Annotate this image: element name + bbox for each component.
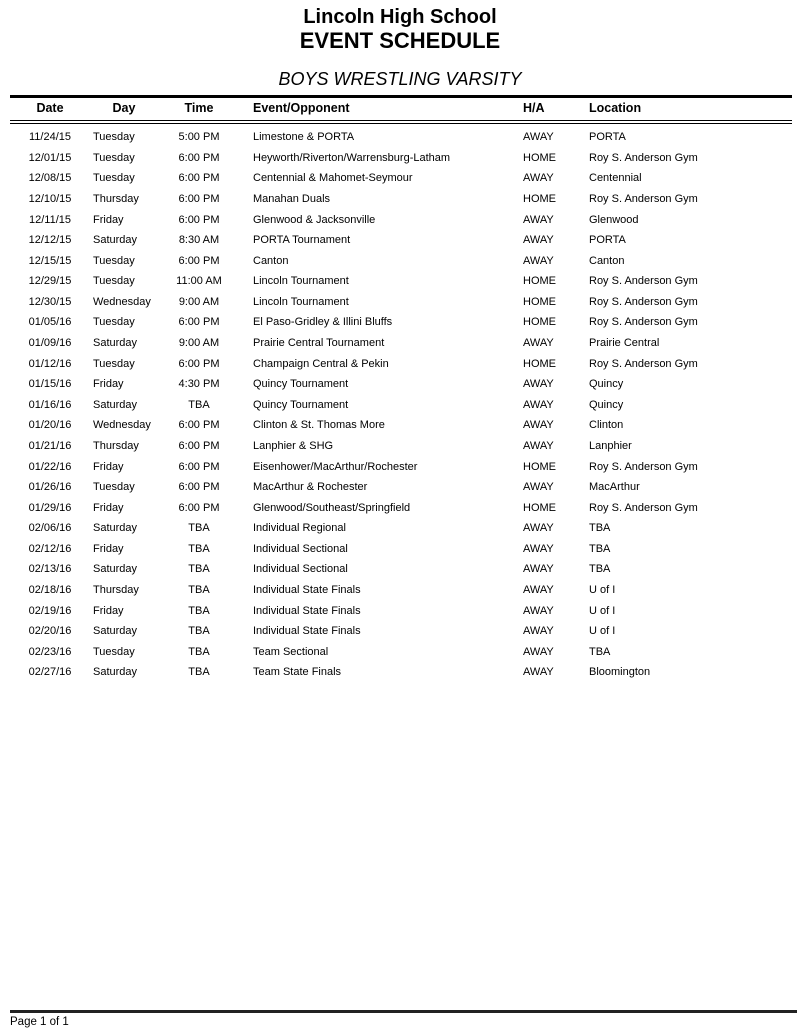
cell-location: PORTA <box>589 234 626 247</box>
table-row <box>10 559 792 580</box>
cell-date: 01/09/16 <box>28 337 72 350</box>
cell-location: Bloomington <box>589 666 651 679</box>
cell-event: Manahan Duals <box>253 193 331 206</box>
cell-ha: AWAY <box>523 254 554 267</box>
cell-time: 9:00 AM <box>178 295 220 308</box>
cell-event: El Paso-Gridley & Illini Bluffs <box>253 316 393 329</box>
cell-date: 01/16/16 <box>28 398 72 411</box>
cell-event: Clinton & St. Thomas More <box>253 419 385 432</box>
table-row <box>10 250 792 271</box>
cell-event: Canton <box>253 254 289 267</box>
cell-date: 01/12/16 <box>28 357 72 370</box>
cell-ha: AWAY <box>523 234 554 247</box>
cell-time: 6:00 PM <box>178 481 220 494</box>
cell-ha: AWAY <box>523 563 554 576</box>
cell-ha: HOME <box>523 460 556 473</box>
table-row <box>10 477 792 498</box>
cell-event: Eisenhower/MacArthur/Rochester <box>253 460 418 473</box>
cell-location: Roy S. Anderson Gym <box>589 460 698 473</box>
cell-day: Tuesday <box>93 275 135 288</box>
cell-ha: AWAY <box>523 172 554 185</box>
table-row <box>10 168 792 189</box>
cell-ha: AWAY <box>523 213 554 226</box>
cell-ha: HOME <box>523 193 556 206</box>
cell-time: 6:00 PM <box>178 460 220 473</box>
cell-date: 12/10/15 <box>28 193 72 206</box>
table-row <box>10 333 792 354</box>
table-row <box>10 122 792 148</box>
cell-date: 12/29/15 <box>28 275 72 288</box>
cell-day: Tuesday <box>93 131 135 144</box>
footer-rule <box>10 1010 797 1013</box>
cell-ha: AWAY <box>523 666 554 679</box>
cell-ha: AWAY <box>523 522 554 535</box>
cell-event: Heyworth/Riverton/Warrensburg-Latham <box>253 151 451 164</box>
cell-ha: AWAY <box>523 481 554 494</box>
cell-date: 12/08/15 <box>28 172 72 185</box>
cell-day: Friday <box>93 501 124 514</box>
cell-time: 4:30 PM <box>178 378 220 391</box>
cell-date: 01/05/16 <box>28 316 72 329</box>
cell-location: U of I <box>589 625 616 638</box>
cell-time: 9:00 AM <box>178 337 220 350</box>
cell-event: MacArthur & Rochester <box>253 481 368 494</box>
table-row <box>10 580 792 601</box>
cell-event: Team Sectional <box>253 645 329 658</box>
cell-date: 12/30/15 <box>28 295 72 308</box>
cell-date: 12/15/15 <box>28 254 72 267</box>
cell-date: 02/19/16 <box>28 604 72 617</box>
cell-time: TBA <box>188 522 210 535</box>
cell-day: Tuesday <box>93 151 135 164</box>
cell-event: Glenwood/Southeast/Springfield <box>253 501 411 514</box>
cell-date: 01/15/16 <box>28 378 72 391</box>
cell-ha: HOME <box>523 151 556 164</box>
cell-ha: AWAY <box>523 645 554 658</box>
cell-time: 6:00 PM <box>178 151 220 164</box>
table-row <box>10 456 792 477</box>
cell-location: Centennial <box>589 172 642 185</box>
cell-location: Roy S. Anderson Gym <box>589 501 698 514</box>
cell-event: Individual State Finals <box>253 625 361 638</box>
table-row <box>10 641 792 662</box>
cell-location: Glenwood <box>589 213 639 226</box>
cell-ha: HOME <box>523 316 556 329</box>
cell-location: Roy S. Anderson Gym <box>589 295 698 308</box>
cell-ha: AWAY <box>523 439 554 452</box>
cell-time: TBA <box>188 645 210 658</box>
cell-ha: AWAY <box>523 398 554 411</box>
cell-event: Individual Sectional <box>253 542 348 555</box>
table-row <box>10 436 792 457</box>
cell-location: Lanphier <box>589 439 632 452</box>
cell-day: Wednesday <box>93 419 151 432</box>
cell-date: 02/12/16 <box>28 542 72 555</box>
cell-time: TBA <box>188 604 210 617</box>
cell-date: 02/18/16 <box>28 584 72 596</box>
cell-location: Quincy <box>589 378 624 391</box>
cell-date: 01/29/16 <box>28 501 72 514</box>
cell-ha: AWAY <box>523 131 554 144</box>
cell-location: U of I <box>589 584 616 596</box>
cell-day: Friday <box>93 542 124 555</box>
table-row <box>10 374 792 395</box>
cell-time: 6:00 PM <box>178 213 220 226</box>
school-name: Lincoln High School <box>303 6 497 28</box>
table-row <box>10 271 792 292</box>
cell-day: Tuesday <box>93 172 135 185</box>
table-row <box>10 353 792 374</box>
cell-location: Roy S. Anderson Gym <box>589 193 698 206</box>
cell-location: Canton <box>589 254 625 267</box>
cell-time: 6:00 PM <box>178 254 220 267</box>
cell-location: TBA <box>589 522 611 535</box>
cell-date: 12/11/15 <box>28 213 71 226</box>
cell-location: Roy S. Anderson Gym <box>589 357 698 370</box>
cell-day: Saturday <box>93 563 138 576</box>
cell-event: Lincoln Tournament <box>253 295 349 308</box>
cell-location: TBA <box>589 645 611 658</box>
cell-event: PORTA Tournament <box>253 234 351 247</box>
column-header-day: Day <box>90 97 158 123</box>
cell-location: Roy S. Anderson Gym <box>589 151 698 164</box>
cell-location: Clinton <box>589 419 624 432</box>
cell-day: Tuesday <box>93 481 135 494</box>
cell-ha: AWAY <box>523 378 554 391</box>
cell-event: Lincoln Tournament <box>253 275 349 288</box>
table-row <box>10 415 792 436</box>
table-row <box>10 312 792 333</box>
cell-ha: AWAY <box>523 584 554 596</box>
column-header-location: Location <box>575 97 792 123</box>
cell-ha: HOME <box>523 295 556 308</box>
cell-location: PORTA <box>589 131 626 144</box>
table-row <box>10 662 792 683</box>
table-row <box>10 600 792 621</box>
cell-event: Individual Regional <box>253 522 346 535</box>
cell-day: Saturday <box>93 666 138 679</box>
cell-ha: HOME <box>523 501 556 514</box>
cell-event: Individual State Finals <box>253 604 361 617</box>
table-row <box>10 497 792 518</box>
cell-time: 6:00 PM <box>178 316 220 329</box>
cell-day: Thursday <box>93 193 139 206</box>
cell-date: 02/27/16 <box>28 666 72 679</box>
cell-event: Lanphier & SHG <box>253 439 334 452</box>
cell-ha: HOME <box>523 275 556 288</box>
cell-day: Friday <box>93 604 124 617</box>
cell-date: 01/22/16 <box>28 460 72 473</box>
cell-ha: AWAY <box>523 604 554 617</box>
cell-event: Quincy Tournament <box>253 398 349 411</box>
cell-location: Prairie Central <box>589 337 660 350</box>
cell-location: TBA <box>589 542 611 555</box>
cell-time: 6:00 PM <box>178 419 220 432</box>
cell-time: 6:00 PM <box>178 357 220 370</box>
cell-time: TBA <box>188 584 210 596</box>
column-header-date: Date <box>10 97 90 123</box>
cell-location: Roy S. Anderson Gym <box>589 275 698 288</box>
document-header <box>0 6 800 90</box>
table-row <box>10 189 792 210</box>
cell-day: Wednesday <box>93 295 151 308</box>
cell-time: TBA <box>188 398 210 411</box>
cell-event: Individual State Finals <box>253 584 361 596</box>
cell-time: TBA <box>188 625 210 638</box>
team-subtitle: BOYS WRESTLING VARSITY <box>278 69 522 90</box>
cell-day: Saturday <box>93 234 138 247</box>
cell-time: 11:00 AM <box>176 275 222 288</box>
table-row <box>10 148 792 169</box>
cell-day: Saturday <box>93 398 138 411</box>
cell-date: 11/24/15 <box>28 131 71 144</box>
table-row <box>10 621 792 642</box>
cell-ha: HOME <box>523 357 556 370</box>
cell-event: Team State Finals <box>253 666 342 679</box>
page-number: Page 1 of 1 <box>10 1016 69 1028</box>
cell-time: 6:00 PM <box>178 172 220 185</box>
cell-location: Quincy <box>589 398 624 411</box>
cell-date: 01/21/16 <box>28 439 72 452</box>
table-row <box>10 292 792 313</box>
page-title: EVENT SCHEDULE <box>299 28 501 53</box>
cell-date: 02/23/16 <box>28 645 72 658</box>
schedule-table <box>10 95 792 683</box>
cell-time: TBA <box>188 563 210 576</box>
cell-event: Champaign Central & Pekin <box>253 357 389 370</box>
cell-location: MacArthur <box>589 481 640 494</box>
cell-day: Tuesday <box>93 316 135 329</box>
cell-time: 6:00 PM <box>178 501 220 514</box>
cell-day: Saturday <box>93 337 138 350</box>
cell-event: Individual Sectional <box>253 563 348 576</box>
cell-day: Thursday <box>93 584 139 596</box>
table-row <box>10 395 792 416</box>
table-row <box>10 518 792 539</box>
cell-date: 12/01/15 <box>28 151 72 164</box>
cell-time: 6:00 PM <box>178 439 220 452</box>
cell-ha: AWAY <box>523 542 554 555</box>
cell-event: Quincy Tournament <box>253 378 349 391</box>
cell-day: Friday <box>93 460 124 473</box>
cell-date: 01/26/16 <box>28 481 72 494</box>
cell-day: Saturday <box>93 625 138 638</box>
cell-day: Saturday <box>93 522 138 535</box>
cell-time: TBA <box>188 542 210 555</box>
column-header-event: Event/Opponent <box>240 97 510 123</box>
cell-day: Tuesday <box>93 254 135 267</box>
cell-date: 02/20/16 <box>28 625 72 638</box>
table-header-row <box>10 97 792 123</box>
cell-time: 6:00 PM <box>178 193 220 206</box>
cell-location: TBA <box>589 563 611 576</box>
cell-date: 12/12/15 <box>28 234 72 247</box>
cell-day: Friday <box>93 213 124 226</box>
column-header-time: Time <box>158 97 240 123</box>
cell-location: Roy S. Anderson Gym <box>589 316 698 329</box>
cell-date: 02/13/16 <box>28 563 72 576</box>
cell-event: Prairie Central Tournament <box>253 337 385 350</box>
column-header-ha: H/A <box>510 97 575 123</box>
cell-day: Tuesday <box>93 357 135 370</box>
cell-location: U of I <box>589 604 616 617</box>
cell-time: TBA <box>188 666 210 679</box>
cell-ha: AWAY <box>523 419 554 432</box>
table-row <box>10 230 792 251</box>
cell-day: Thursday <box>93 439 139 452</box>
cell-day: Tuesday <box>93 645 135 658</box>
cell-time: 5:00 PM <box>178 131 220 144</box>
table-row <box>10 209 792 230</box>
cell-date: 01/20/16 <box>28 419 72 432</box>
cell-event: Limestone & PORTA <box>253 131 355 144</box>
table-row <box>10 539 792 560</box>
cell-ha: AWAY <box>523 337 554 350</box>
cell-date: 02/06/16 <box>28 522 72 535</box>
cell-ha: AWAY <box>523 625 554 638</box>
cell-time: 8:30 AM <box>178 234 220 247</box>
cell-event: Centennial & Mahomet-Seymour <box>253 172 413 185</box>
cell-event: Glenwood & Jacksonville <box>253 213 376 226</box>
cell-day: Friday <box>93 378 124 391</box>
